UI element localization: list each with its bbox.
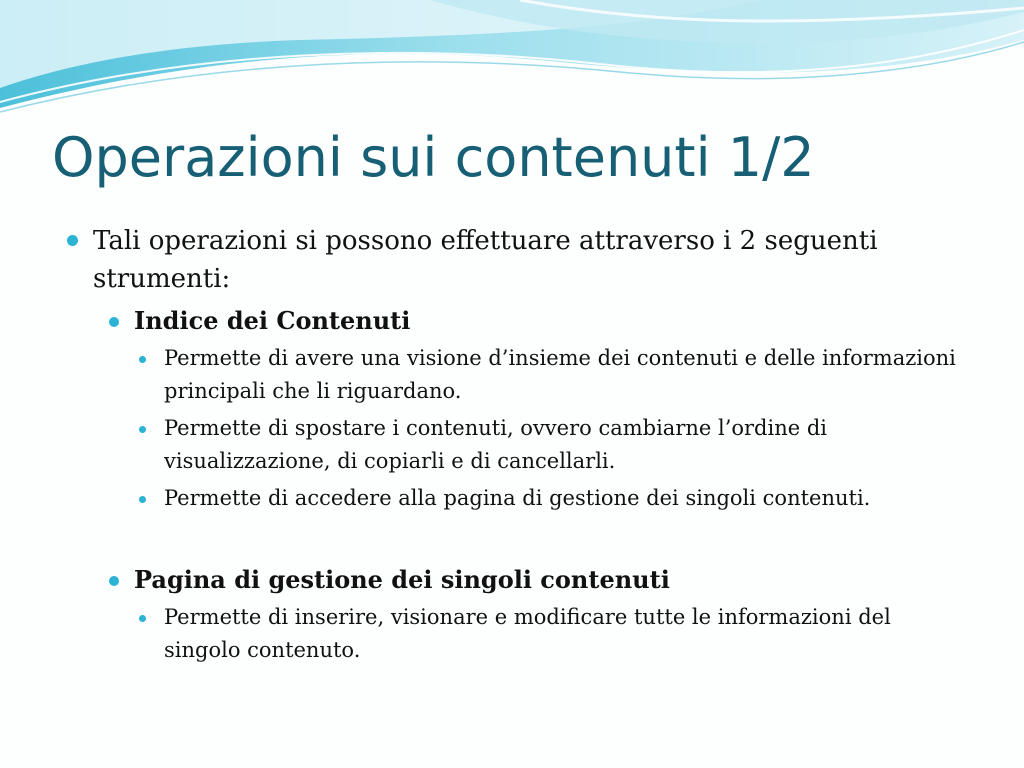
slide-body — [0, 222, 1024, 667]
list-item — [164, 601, 964, 667]
list-item — [164, 342, 964, 408]
list-item-text: Permette di accedere alla pagina di gestione dei singoli contenuti. — [164, 486, 871, 510]
bullet-intro — [93, 222, 973, 298]
bullet-dot-icon — [109, 317, 119, 327]
list-item — [164, 412, 964, 478]
bullet-dot-icon — [139, 426, 146, 433]
list-item — [164, 482, 964, 515]
section-heading-text: Indice dei Contenuti — [134, 306, 411, 335]
bullet-dot-icon — [109, 576, 119, 586]
list-item-text: Permette di avere una visione d’insieme dei contenuti e delle informazioni principali che li riguardano. — [164, 346, 956, 403]
section-heading-text: Pagina di gestione dei singoli contenuti — [134, 565, 670, 594]
list-item-text: Permette di spostare i contenuti, ovvero cambiarne l’ordine di visualizzazione, di copiarli e di cancellarli. — [164, 416, 828, 473]
bullet-dot-icon — [67, 235, 78, 246]
header-wave-decoration — [0, 0, 1024, 120]
section-heading-indice — [134, 304, 974, 338]
bullet-dot-icon — [139, 356, 146, 363]
bullet-dot-icon — [139, 615, 146, 622]
section-heading-pagina — [134, 563, 974, 597]
intro-text: Tali operazioni si possono effettuare attraverso i 2 seguenti strumenti: — [93, 226, 878, 294]
bullet-dot-icon — [139, 496, 146, 503]
slide-title: Operazioni sui contenuti 1/2 — [52, 126, 815, 189]
list-item-text: Permette di inserire, visionare e modificare tutte le informazioni del singolo contenuto. — [164, 605, 891, 662]
